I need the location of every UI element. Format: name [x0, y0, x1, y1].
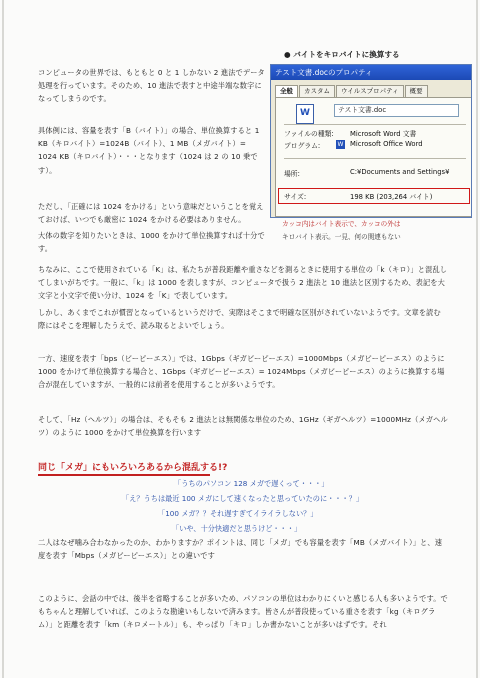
location-value: C:¥Documents and Settings¥ — [350, 168, 450, 176]
dialog-tabs — [275, 85, 429, 97]
figure-caption: ● バイトをキロバイトに換算する — [284, 50, 400, 59]
file-name-field: テスト文書.doc — [334, 104, 459, 117]
paragraph-2: 具体例には、容量を表す「B（バイト）」の場合、単位換算すると 1 KB（キロバイト）=1024B（バイト）、1 MB（メガバイト）= 1024 KB（キロバイト）・・・となります（1024 は 2 の 10 乗です）。 — [38, 126, 260, 175]
paragraph-explanation: 二人はなぜ噛み合わなかったのか、わかりますか？ポイントは、同じ「メガ」でも容量を表す「MB（メガバイト）」と、速度を表す「Mbps（メガビーピーエス）」との違いです — [38, 538, 443, 561]
location-label: 場所: — [284, 170, 300, 178]
word-document-icon — [296, 104, 314, 124]
section-underline — [38, 474, 210, 476]
divider — [284, 124, 466, 125]
program-value: Microsoft Office Word — [350, 140, 423, 148]
quote-1: 「うちのパソコン 128 メガで遅くって・・・」 — [174, 479, 329, 488]
section-heading: 同じ「メガ」にもいろいろあるから混乱する!? — [38, 463, 228, 473]
tab-custom: カスタム — [299, 85, 335, 97]
figure-note: キロバイト表示。一見、何の関連もない — [282, 233, 401, 241]
paragraph-conclusion: このように、会話の中では、後半を省略することが多いため、パソコンの単位はわかりにくいと感じる人も多いようです。でもちゃんと理解していれば、このような勘違いもしないで済みます。皆さんが普段使っている重さを表す「kg（キログラム）」と距離を表す「km（キロメートル）」も、やっぱり「キロ」しか書かないことが多いはずです。それ — [38, 594, 448, 630]
figure-note-red: カッコ内はバイト表示で、カッコの外は — [282, 220, 401, 228]
paragraph-3: ただし、「正確には 1024 をかける」という意味だということを覚えておけば、いつでも厳密に 1024 をかける必要はありません。 — [38, 202, 264, 225]
divider — [284, 158, 466, 159]
word-app-icon: W — [337, 141, 344, 148]
paragraph-1: コンピュータの世界では、もともと 0 と 1 しかない 2 進法でデータ処理を行っています。そのため、10 進法で表すと中途半端な数字になってしまうのです。 — [38, 68, 265, 104]
tab-summary: 概要 — [405, 85, 428, 97]
tab-virus: ウイルスプロパティ — [336, 85, 404, 97]
dialog-titlebar: テスト文書.docのプロパティ — [271, 65, 471, 80]
quote-4: 「いや、十分快適だと思うけど・・・」 — [172, 524, 302, 533]
paragraph-8: そして、「Hz（ヘルツ）」の場合は、そもそも 2 進法とは無関係な単位のため、1GHz（ギガヘルツ）=1000MHz（メガヘルツ）のように 1000 をかけて単位換算を行います — [38, 415, 448, 438]
paragraph-7: 一方、速度を表す「bps（ビーピーエス）」では、1Gbps（ギガビーピーエス）=1000Mbps（メガビーピーエス）のように 1000 をかけて単位換算する場合と、1Gbps（ギガビーピーエス）= 1024Mbps（メガビーピーエス）のように換算する場合が混在していますが、一般的には前者を使用することが多いようです。 — [38, 354, 445, 390]
size-value: 198 KB (203,264 バイト) — [350, 193, 433, 201]
quote-3: 「100 メガ？？それ遅すぎてイライラしない？」 — [158, 509, 318, 518]
paragraph-4: 大体の数字を知りたいときは、1000 をかけて単位換算すれば十分です。 — [38, 231, 265, 254]
tab-general: 全般 — [275, 85, 298, 97]
page-edge-right — [476, 0, 478, 678]
page-edge-left — [2, 0, 4, 678]
size-label: サイズ: — [284, 193, 307, 201]
file-type-label: ファイルの種類: — [284, 130, 334, 138]
program-label: プログラム: — [284, 142, 321, 150]
file-type-value: Microsoft Word 文書 — [350, 130, 417, 138]
quote-2: 「え？うちは最近 100 メガにして速くなったと思っていたのに・・・？」 — [122, 494, 364, 503]
paragraph-5: ちなみに、ここで使用されている「K」は、私たちが普段距離や重さなどを測るときに使用する単位の「k（キロ）」と混乱してしまいがちです。一般に、「k」は 1000 を表しますが、コンピュータで扱う 2 進法と 10 進法と区別するため、表記を大文字と小文字で使い分け、1024 を「K」で表しています。 — [38, 265, 448, 301]
properties-dialog-screenshot — [270, 64, 472, 218]
tab-panel-general — [275, 97, 472, 217]
paragraph-6: しかし、あくまでこれが慣習となっているというだけで、実際はそこまで明確な区別がされていないようです。文章を読む際にはそこを理解したうえで、読み取るとよいでしょう。 — [38, 308, 441, 331]
